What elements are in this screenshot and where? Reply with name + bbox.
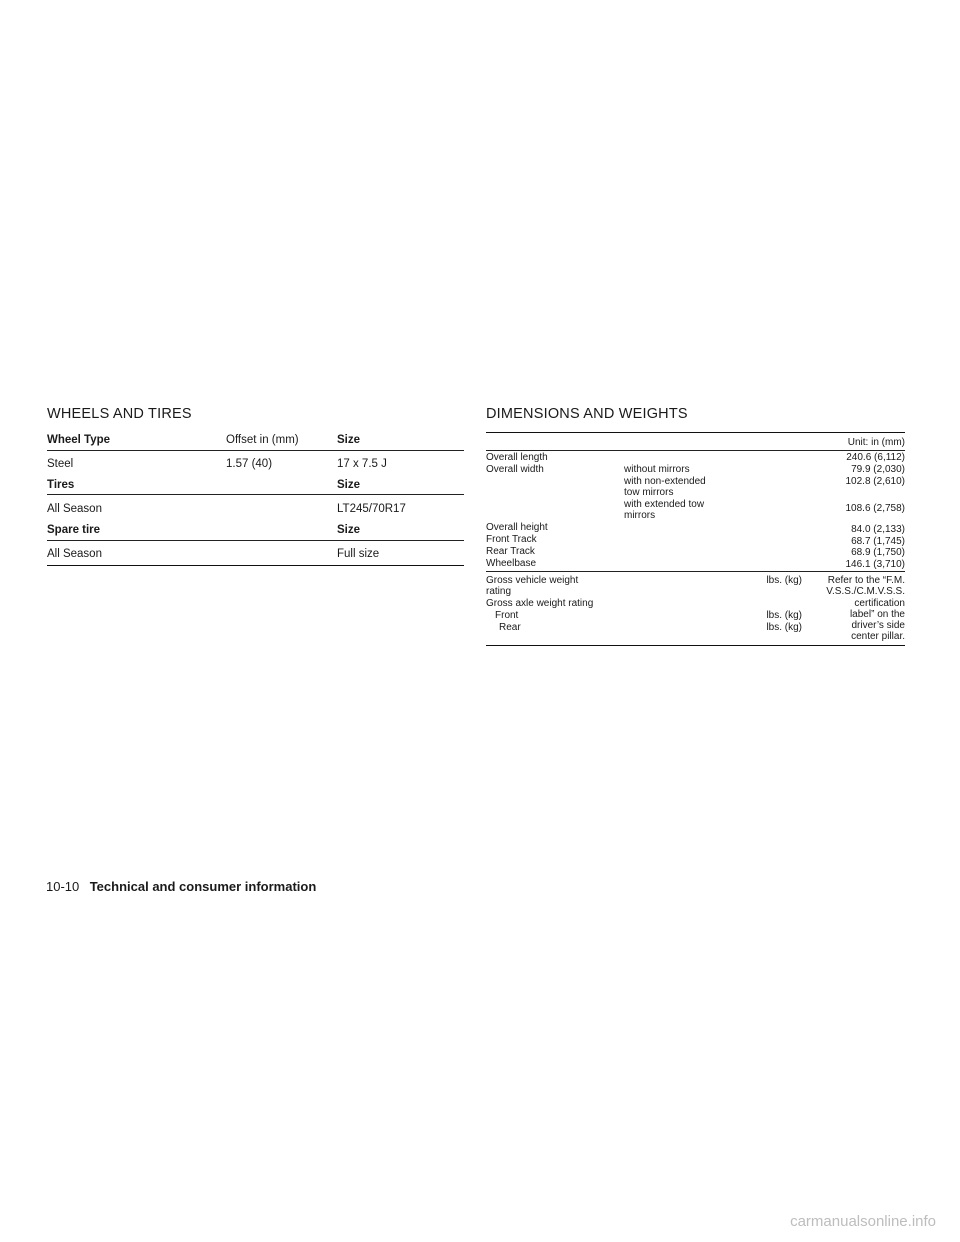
wheelbase-label: Wheelbase bbox=[486, 558, 537, 569]
page-number: 10-10 bbox=[46, 879, 80, 894]
non-extended-value: 102.8 (2,610) bbox=[845, 476, 905, 487]
without-mirrors-label: without mirrors bbox=[624, 464, 690, 475]
weight-note-2: V.S.S./C.M.V.S.S. bbox=[826, 586, 905, 597]
dimensions-top-rule bbox=[486, 432, 905, 433]
without-mirrors-value: 79.9 (2,030) bbox=[851, 464, 905, 475]
table-bottom-rule bbox=[47, 565, 464, 566]
spare-size-header: Size bbox=[337, 524, 361, 536]
tires-header: Tires bbox=[47, 479, 75, 491]
weight-note-3: certification bbox=[854, 598, 905, 609]
section-title: Technical and consumer information bbox=[89, 879, 317, 894]
overall-height-value: 84.0 (2,133) bbox=[851, 524, 905, 535]
wheel-type-header: Wheel Type bbox=[47, 434, 111, 446]
rear-axle-unit: lbs. (kg) bbox=[766, 622, 802, 633]
tires-type: All Season bbox=[47, 503, 102, 515]
extended-label-1: with extended tow bbox=[624, 499, 705, 510]
weights-rule bbox=[486, 571, 905, 572]
overall-height-label: Overall height bbox=[486, 522, 548, 533]
rear-track-label: Rear Track bbox=[486, 546, 535, 557]
unit-rule bbox=[486, 450, 905, 451]
weight-note-1: Refer to the “F.M. bbox=[827, 575, 905, 586]
overall-width-label: Overall width bbox=[486, 464, 544, 475]
spare-rule bbox=[47, 540, 464, 541]
tires-rule bbox=[47, 494, 464, 495]
unit-label: Unit: in (mm) bbox=[847, 437, 905, 448]
extended-label-2: mirrors bbox=[624, 510, 656, 521]
offset-header: Offset in (mm) bbox=[226, 434, 299, 446]
front-axle-unit: lbs. (kg) bbox=[766, 610, 802, 621]
size-header: Size bbox=[337, 434, 361, 446]
tires-size: LT245/70R17 bbox=[337, 503, 406, 515]
rear-track-value: 68.9 (1,750) bbox=[851, 547, 905, 558]
tires-size-header: Size bbox=[337, 479, 361, 491]
weight-note-6: center pillar. bbox=[851, 631, 905, 642]
extended-value: 108.6 (2,758) bbox=[845, 503, 905, 514]
gvwr-label-1: Gross vehicle weight bbox=[486, 575, 579, 586]
non-extended-label-2: tow mirrors bbox=[624, 487, 674, 498]
gvwr-label-2: rating bbox=[486, 586, 512, 597]
steel-offset: 1.57 (40) bbox=[226, 458, 273, 470]
spare-type: All Season bbox=[47, 548, 102, 560]
spare-header: Spare tire bbox=[47, 524, 101, 536]
overall-length-value: 240.6 (6,112) bbox=[846, 452, 905, 463]
wheels-tires-title: WHEELS AND TIRES bbox=[47, 406, 192, 422]
weight-note-5: driver’s side bbox=[851, 620, 905, 631]
dimensions-title: DIMENSIONS AND WEIGHTS bbox=[486, 406, 688, 422]
overall-length-label: Overall length bbox=[486, 452, 548, 463]
non-extended-label-1: with non-extended bbox=[624, 476, 706, 487]
page-footer bbox=[46, 878, 316, 896]
steel-size: 17 x 7.5 J bbox=[337, 458, 387, 470]
front-axle-label: Front bbox=[495, 610, 519, 621]
wheelbase-value: 146.1 (3,710) bbox=[845, 559, 905, 570]
gawr-label: Gross axle weight rating bbox=[486, 598, 594, 609]
weight-note-4: label” on the bbox=[849, 609, 905, 620]
gvwr-unit: lbs. (kg) bbox=[766, 575, 802, 586]
spare-size: Full size bbox=[337, 548, 380, 560]
dimensions-bottom-rule bbox=[486, 645, 905, 646]
front-track-value: 68.7 (1,745) bbox=[851, 536, 905, 547]
steel-type: Steel bbox=[47, 458, 74, 470]
rear-axle-label: Rear bbox=[499, 622, 521, 633]
front-track-label: Front Track bbox=[486, 534, 537, 545]
watermark: carmanualsonline.info bbox=[790, 1213, 936, 1230]
header-rule bbox=[47, 450, 464, 451]
